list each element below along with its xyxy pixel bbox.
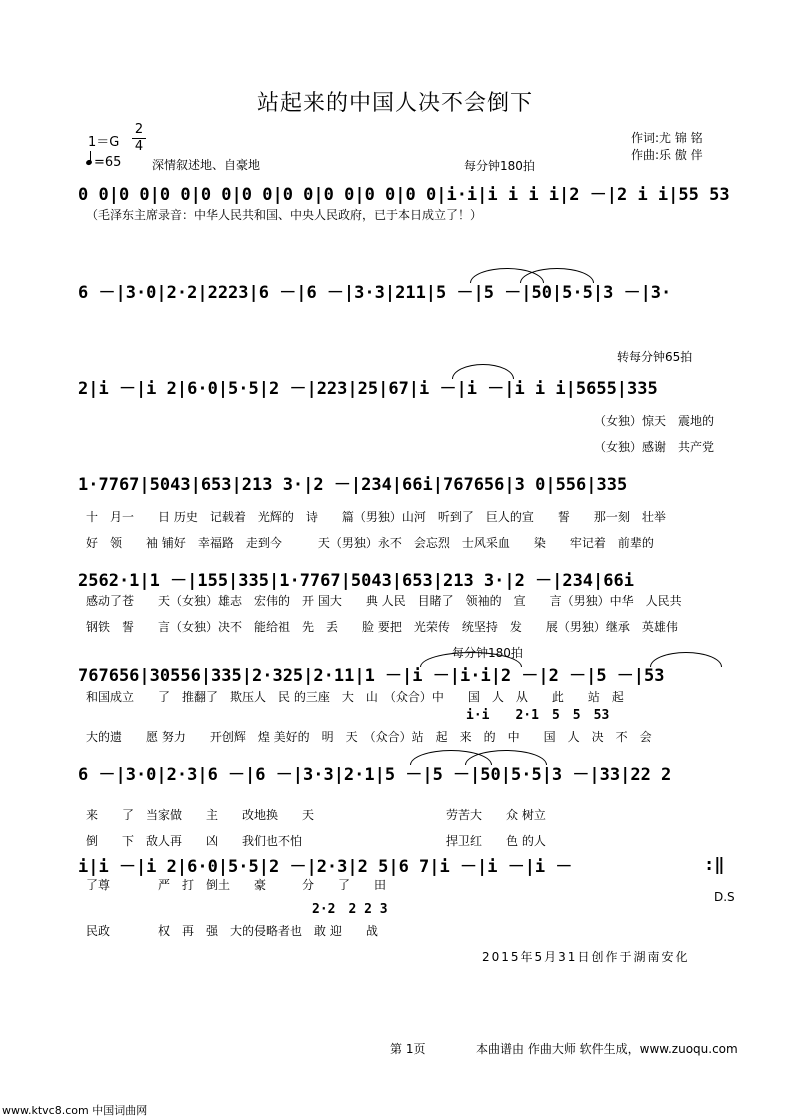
time-signature-top: 2 [134, 122, 144, 137]
composer-credit: 作曲:乐 傲 伴 [631, 148, 703, 162]
repeat-end-barline: :‖ [704, 855, 725, 875]
lyric-line-7a: 来 了 当家做 主 改地换 天 劳苦大 众 树立 [86, 808, 546, 822]
lyric-line-6a: 和国成立 了 推翻了 欺压人 民 的三座 大 山 （众合）中 国 人 从 此 站 起 [86, 690, 624, 704]
lyric-line-8b: 民政 权 再 强 大的侵略者也 敢 迎 战 [86, 924, 378, 938]
lyric-line-3a: （女独）惊天 震地的 [594, 414, 715, 428]
lyric-line-4b: 好 领 袖 铺好 幸福路 走到今 天（男独）永不 会忘烈 士风采血 染 牢记着 前辈的 [86, 536, 654, 550]
recitation-note: （毛泽东主席录音：中华人民共和国、中央人民政府，已于本日成立了！） [86, 208, 483, 222]
score-row-2: 6 －|3·0|2·2|2223|6 －|6 －|3·3|211|5 －|5 －|50|5·5|3 －|3· [78, 283, 672, 303]
composition-date: 2015年5月31日创作于湖南安化 [482, 950, 690, 964]
score-row-8: i|i －|i 2|6·0|5·5|2 －|2·3|2 5|6 7|i －|i －|i － [78, 857, 573, 877]
lyric-line-8a: 了尊 严 打 倒土 豪 分 了 田 [86, 878, 387, 892]
lyric-line-7b: 倒 下 敌人再 凶 我们也不怕 捍卫红 色 的人 [86, 834, 546, 848]
score-row-4: 1·7767|5043|653|213 3·|2 －|234|66i|767656|3 0|556|335 [78, 475, 628, 495]
lyric-line-5a: 感动了苍 天（女独）雄志 宏伟的 开 国大 典 人民 目睹了 领袖的 宣 言（男独）中华 人民共 [86, 594, 682, 608]
expression-marking: 深情叙述地、自豪地 [152, 158, 261, 172]
harmony-line-6: i·i 2·1 5 5 53 [466, 708, 610, 723]
lyricist-credit: 作词:尤 锦 铭 [631, 131, 703, 145]
harmony-line-8: 2·2 2 2 3 [312, 902, 388, 917]
score-row-1: 0 0|0 0|0 0|0 0|0 0|0 0|0 0|0 0|0 0|i·i|i i i i|2 －|2 i i|55 53 [78, 185, 730, 205]
page-number: 第 1页 [390, 1042, 426, 1056]
quarter-note-icon [85, 159, 92, 166]
slur [452, 364, 514, 379]
note-stem-icon [90, 151, 91, 163]
lyric-line-4a: 十 月一 日 历史 记载着 光辉的 诗 篇（男独）山河 听到了 巨人的宣 誓 那一刻 壮举 [86, 510, 666, 524]
score-row-3: 2|i －|i 2|6·0|5·5|2 －|223|25|67|i －|i －|i i i|5655|335 [78, 379, 658, 399]
lyric-line-6b: 大的遗 愿 努力 开创辉 煌 美好的 明 天 （众合）站 起 来 的 中 国 人 决 不 会 [86, 730, 652, 744]
time-signature-bottom: 4 [134, 139, 144, 154]
tempo-change-1: 每分钟180拍 [464, 159, 535, 173]
tempo-change-2: 转每分钟65拍 [617, 350, 693, 364]
slur [650, 652, 722, 667]
score-row-7: 6 －|3·0|2·3|6 －|6 －|3·3|2·1|5 －|5 －|50|5·5|3 －|33|22 2 [78, 765, 672, 785]
tempo-change-3: 每分钟180拍 [452, 646, 523, 660]
watermark: www.ktvc8.com 中国词曲网 [2, 1104, 148, 1117]
key-signature: 1＝G [88, 135, 120, 150]
score-row-5: 2562·1|1 －|155|335|1·7767|5043|653|213 3·|2 －|234|66i [78, 571, 634, 591]
score-row-6: 767656|30556|335|2·325|2·11|1 －|i －|i·i|2 －|2 －|5 －|53 [78, 666, 665, 686]
tempo-marking: =65 [86, 154, 121, 170]
slur [465, 750, 547, 765]
lyric-line-5b: 钢铁 誓 言（女独）决不 能给祖 先 丢 脸 要把 光荣传 统坚持 发 展（男独）继承 英雄伟 [86, 620, 678, 634]
software-note: 本曲谱由 作曲大师 软件生成，www.zuoqu.com [476, 1042, 738, 1056]
slur [520, 268, 594, 283]
page-title: 站起来的中国人决不会倒下 [256, 91, 533, 116]
lyric-line-3b: （女独）感谢 共产党 [594, 440, 715, 454]
dal-segno-mark: D.S [714, 890, 735, 904]
